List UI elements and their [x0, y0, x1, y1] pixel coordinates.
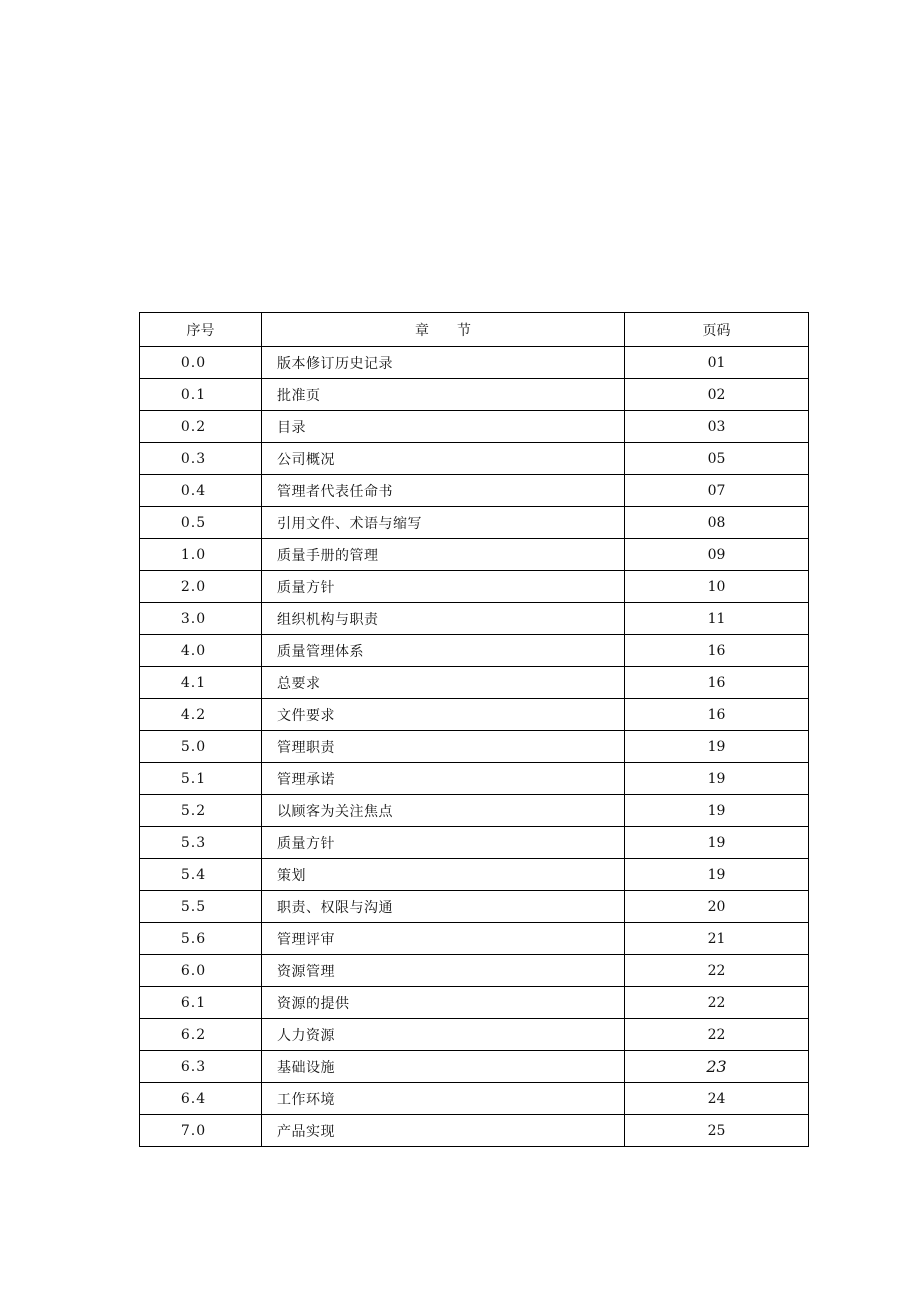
table-row: [140, 731, 809, 763]
section-title: 文件要求: [262, 699, 625, 731]
section-number: 6.3: [140, 1051, 262, 1083]
table-row: [140, 923, 809, 955]
section-title: 产品实现: [262, 1115, 625, 1147]
table-row: [140, 1083, 809, 1115]
table-row: [140, 1115, 809, 1147]
section-number: 3.0: [140, 603, 262, 635]
table-row: [140, 1051, 809, 1083]
table-of-contents: [139, 312, 809, 1147]
section-title: 组织机构与职责: [262, 603, 625, 635]
section-number: 6.4: [140, 1083, 262, 1115]
table-row: [140, 891, 809, 923]
section-number: 5.2: [140, 795, 262, 827]
section-title: 资源管理: [262, 955, 625, 987]
section-title: 引用文件、术语与缩写: [262, 507, 625, 539]
table-row: [140, 603, 809, 635]
section-number: 4.2: [140, 699, 262, 731]
page-number: 05: [625, 443, 809, 475]
page-number: 21: [625, 923, 809, 955]
section-title: 目录: [262, 411, 625, 443]
page-number: 19: [625, 859, 809, 891]
page-number: 16: [625, 667, 809, 699]
table-row: [140, 667, 809, 699]
section-number: 0.5: [140, 507, 262, 539]
section-title: 管理职责: [262, 731, 625, 763]
page-number: 19: [625, 763, 809, 795]
section-number: 0.3: [140, 443, 262, 475]
section-title: 公司概况: [262, 443, 625, 475]
section-number: 2.0: [140, 571, 262, 603]
section-number: 0.0: [140, 347, 262, 379]
table-row: [140, 571, 809, 603]
section-number: 4.0: [140, 635, 262, 667]
section-title: 管理评审: [262, 923, 625, 955]
table-row: [140, 955, 809, 987]
section-title: 管理承诺: [262, 763, 625, 795]
table-row: [140, 347, 809, 379]
section-title: 职责、权限与沟通: [262, 891, 625, 923]
table-row: [140, 795, 809, 827]
page-number: 07: [625, 475, 809, 507]
section-number: 6.2: [140, 1019, 262, 1051]
table-row: [140, 987, 809, 1019]
page-number: 11: [625, 603, 809, 635]
section-title: 人力资源: [262, 1019, 625, 1051]
table-row: [140, 379, 809, 411]
header-number: 序号: [140, 313, 262, 347]
page-number: 19: [625, 827, 809, 859]
page-number: 19: [625, 731, 809, 763]
section-title: 资源的提供: [262, 987, 625, 1019]
table-row: [140, 635, 809, 667]
section-number: 6.1: [140, 987, 262, 1019]
page-number: 16: [625, 699, 809, 731]
section-title: 策划: [262, 859, 625, 891]
table-row: [140, 507, 809, 539]
page-number: 10: [625, 571, 809, 603]
section-number: 0.4: [140, 475, 262, 507]
section-number: 4.1: [140, 667, 262, 699]
section-number: 5.0: [140, 731, 262, 763]
page-number: 03: [625, 411, 809, 443]
page-number: 22: [625, 987, 809, 1019]
section-title: 基础设施: [262, 1051, 625, 1083]
section-number: 0.1: [140, 379, 262, 411]
page-number: 02: [625, 379, 809, 411]
section-title: 质量手册的管理: [262, 539, 625, 571]
page-number: 09: [625, 539, 809, 571]
page-number: 24: [625, 1083, 809, 1115]
section-number: 5.1: [140, 763, 262, 795]
table-row: [140, 443, 809, 475]
section-number: 6.0: [140, 955, 262, 987]
table-row: [140, 475, 809, 507]
section-title: 工作环境: [262, 1083, 625, 1115]
section-number: 7.0: [140, 1115, 262, 1147]
section-number: 5.5: [140, 891, 262, 923]
table-row: [140, 1019, 809, 1051]
page-number: 08: [625, 507, 809, 539]
page-number: 20: [625, 891, 809, 923]
page-number: 23: [625, 1051, 809, 1083]
section-title: 以顾客为关注焦点: [262, 795, 625, 827]
table-body: [140, 347, 809, 1147]
section-number: 5.3: [140, 827, 262, 859]
header-chapter: 章 节: [262, 313, 625, 347]
section-title: 管理者代表任命书: [262, 475, 625, 507]
table-row: [140, 411, 809, 443]
section-number: 5.6: [140, 923, 262, 955]
table-row: [140, 763, 809, 795]
section-title: 版本修订历史记录: [262, 347, 625, 379]
table-header-row: [140, 313, 809, 347]
section-title: 质量方针: [262, 571, 625, 603]
section-title: 质量方针: [262, 827, 625, 859]
page-number: 22: [625, 1019, 809, 1051]
section-title: 质量管理体系: [262, 635, 625, 667]
table-row: [140, 859, 809, 891]
page-number: 22: [625, 955, 809, 987]
table-row: [140, 539, 809, 571]
page-number: 16: [625, 635, 809, 667]
page-number: 25: [625, 1115, 809, 1147]
section-number: 0.2: [140, 411, 262, 443]
section-title: 批准页: [262, 379, 625, 411]
table-row: [140, 827, 809, 859]
section-title: 总要求: [262, 667, 625, 699]
page-number: 19: [625, 795, 809, 827]
section-number: 1.0: [140, 539, 262, 571]
header-page: 页码: [625, 313, 809, 347]
table-row: [140, 699, 809, 731]
section-number: 5.4: [140, 859, 262, 891]
page-number: 01: [625, 347, 809, 379]
